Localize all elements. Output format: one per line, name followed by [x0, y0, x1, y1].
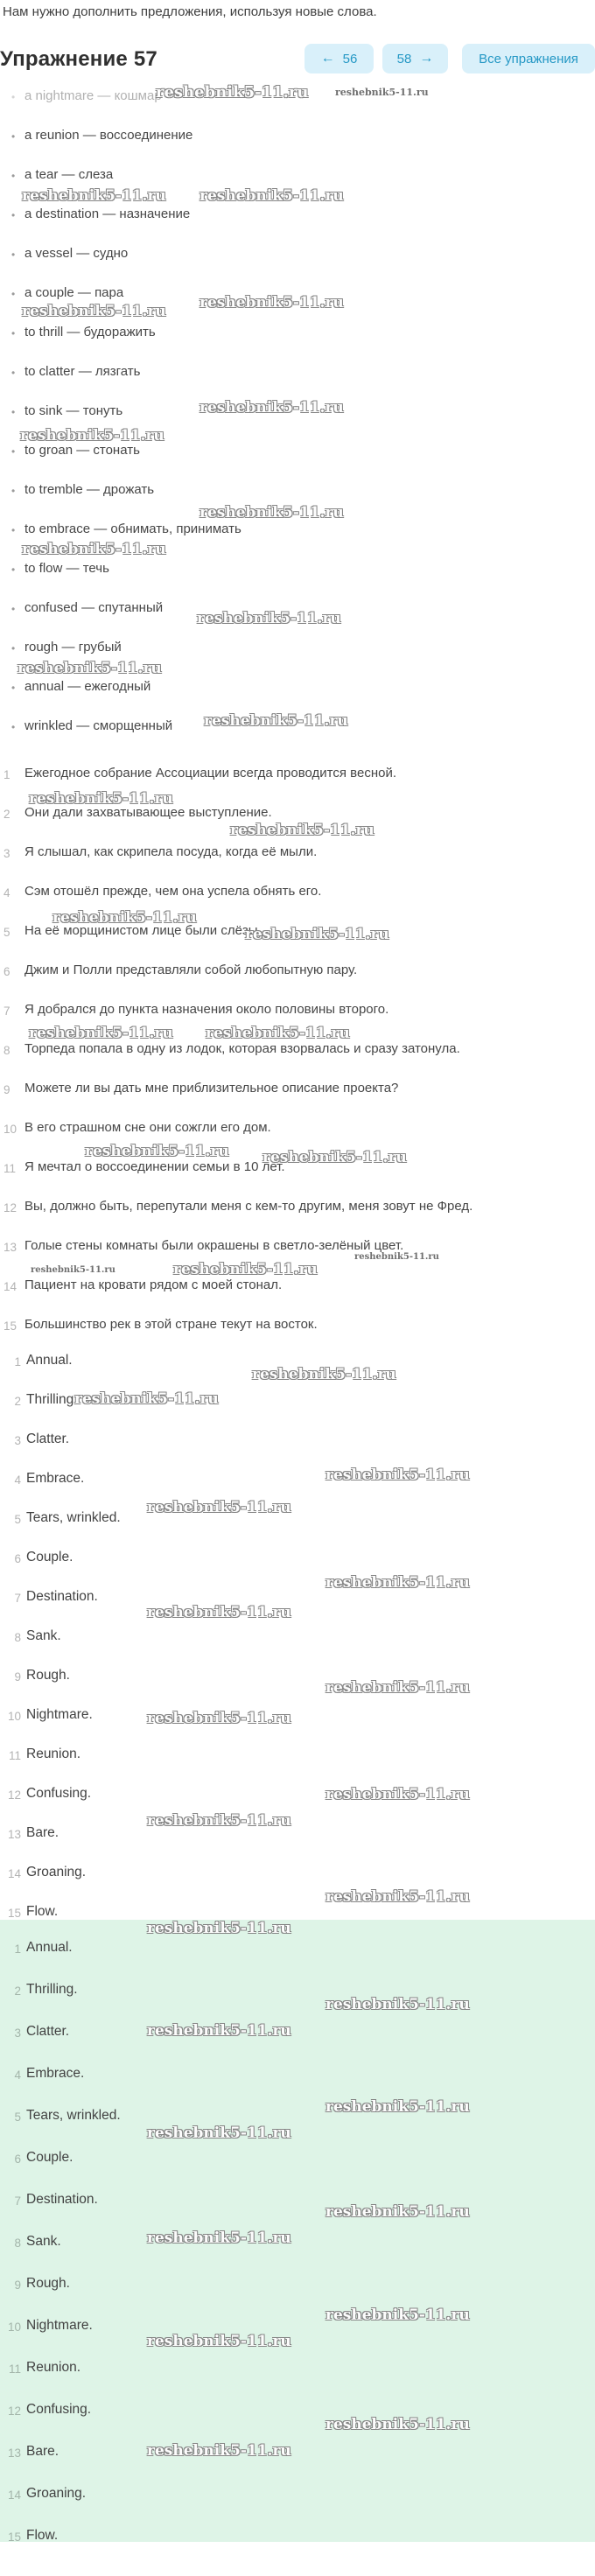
- answer-item: [0, 2275, 595, 2317]
- answer-item: [0, 1706, 595, 1746]
- all-exercises-button[interactable]: Все упражнения: [462, 44, 595, 74]
- sentence-number: 7: [4, 1004, 10, 1018]
- watermark: reshebnik5-11.ru: [354, 1252, 439, 1262]
- vocab-item-text: [24, 482, 154, 497]
- vocab-item: [0, 560, 595, 599]
- watermark: reshebnik5-11.ru: [147, 1604, 291, 1621]
- answer-number: 10: [7, 1710, 21, 1723]
- answer-item: [0, 1667, 595, 1706]
- sentence-text: Я слышал, как скрипела посуда, когда её мыли.: [24, 844, 318, 859]
- vocab-item-text: [24, 206, 190, 221]
- vocab-item-text: [24, 718, 172, 733]
- sentence-text: Вы, должно быть, перепутали меня с кем-то другим, меня зовут не Фред.: [24, 1199, 473, 1214]
- vocab-ru: течь: [82, 561, 109, 576]
- sentence-number: 10: [4, 1123, 18, 1136]
- answer-number: 14: [7, 2488, 21, 2502]
- bullet-icon: •: [11, 524, 16, 536]
- sentence-text: Я добрался до пункта назначения около половины второго.: [24, 1002, 389, 1017]
- vocab-item: [0, 363, 595, 402]
- watermark: reshebnik5-11.ru: [147, 2442, 291, 2460]
- sentence-number: 5: [4, 926, 10, 939]
- vocab-ru: судно: [93, 246, 129, 261]
- watermark: reshebnik5-11.ru: [197, 610, 341, 627]
- vocab-dash: —: [76, 443, 90, 458]
- page-title: Упражнение 57: [0, 47, 158, 71]
- sentence-number: 11: [4, 1162, 17, 1175]
- answer-number: 12: [7, 2404, 21, 2418]
- vocab-dash: —: [102, 206, 116, 221]
- sentence-number: 3: [4, 847, 10, 860]
- vocab-ru: обнимать, принимать: [110, 522, 242, 536]
- bullet-icon: •: [11, 564, 16, 576]
- prev-exercise-label: 56: [342, 51, 358, 66]
- vocabulary-list: [0, 88, 595, 757]
- vocab-item-text: [24, 325, 156, 340]
- answer-text: Embrace.: [26, 2066, 85, 2081]
- answer-text: Clatter.: [26, 2024, 70, 2039]
- answer-number: 3: [14, 1434, 21, 1447]
- vocab-item-text: [24, 600, 163, 615]
- answer-text: Groaning.: [26, 2486, 87, 2501]
- vocab-item: [0, 284, 595, 324]
- vocab-dash: —: [81, 600, 95, 615]
- vocab-en: a destination: [24, 206, 100, 221]
- answer-item: [0, 2149, 595, 2191]
- answer-text: Bare.: [26, 1825, 60, 1840]
- sentence-item: [0, 1158, 595, 1198]
- sentence-text: Пациент на кровати рядом с моей стонал.: [24, 1278, 283, 1292]
- task-description: Нам нужно дополнить предложения, используя новые слова.: [3, 4, 377, 19]
- vocab-item-text: [24, 561, 109, 576]
- vocab-dash: —: [94, 522, 108, 536]
- vocab-en: to embrace: [24, 522, 91, 536]
- answer-number: 2: [14, 1984, 21, 1998]
- watermark: reshebnik5-11.ru: [147, 2230, 291, 2247]
- sentence-number: 2: [4, 808, 10, 821]
- sentence-item: [0, 1316, 595, 1355]
- vocab-dash: —: [76, 246, 90, 261]
- answer-item: [0, 1588, 595, 1628]
- watermark: reshebnik5-11.ru: [206, 1025, 350, 1042]
- watermark: reshebnik5-11.ru: [22, 187, 166, 205]
- answer-text: Clatter.: [26, 1432, 70, 1446]
- vocab-item: [0, 599, 595, 639]
- sentence-number: 1: [4, 768, 10, 781]
- answer-item: [0, 2065, 595, 2107]
- vocab-item: [0, 639, 595, 678]
- answer-text: Nightmare.: [26, 2318, 93, 2333]
- answer-text: Couple.: [26, 2150, 74, 2165]
- bullet-icon: •: [11, 288, 16, 300]
- watermark: reshebnik5-11.ru: [326, 1466, 470, 1484]
- answer-number: 10: [7, 2320, 21, 2334]
- vocab-ru: сморщенный: [93, 718, 173, 733]
- vocab-en: a nightmare: [24, 88, 94, 103]
- watermark: reshebnik5-11.ru: [245, 926, 389, 943]
- answer-number: 15: [7, 2530, 21, 2542]
- answer-number: 5: [14, 2110, 21, 2124]
- answer-text: Sank.: [26, 2234, 61, 2249]
- vocab-dash: —: [61, 167, 75, 182]
- vocab-item: [0, 206, 595, 245]
- answer-text: Flow.: [26, 1904, 59, 1919]
- watermark: reshebnik5-11.ru: [18, 660, 162, 677]
- vocab-ru: спутанный: [98, 600, 164, 615]
- vocab-item: [0, 399, 595, 442]
- vocab-item-text: [24, 443, 140, 458]
- sentence-number: 15: [4, 1320, 18, 1333]
- vocab-ru: стонать: [93, 443, 140, 458]
- sentence-text: Можете ли вы дать мне приблизительное описание проекта?: [24, 1081, 399, 1096]
- sentence-number: 13: [4, 1241, 18, 1254]
- bullet-icon: •: [11, 170, 16, 182]
- answer-item: [0, 2317, 595, 2359]
- answer-text: Confusing.: [26, 2402, 92, 2417]
- answer-item: [0, 2230, 595, 2275]
- sentence-item: [0, 1080, 595, 1119]
- vocab-en: a reunion: [24, 128, 80, 143]
- answer-number: 13: [7, 2446, 21, 2460]
- answer-text: Rough.: [26, 2276, 70, 2291]
- answers-list: [0, 1352, 595, 1942]
- vocab-ru: назначение: [119, 206, 191, 221]
- sentence-text: Большинство рек в этой стране текут на восток.: [24, 1317, 318, 1332]
- vocab-dash: —: [66, 403, 80, 418]
- sentence-text: Я мечтал о воссоединении семьи в 10 лет.: [24, 1159, 285, 1174]
- arrow-right-icon: →: [419, 51, 434, 66]
- bullet-icon: •: [11, 91, 16, 103]
- answer-text: Destination.: [26, 1589, 98, 1604]
- vocab-en: to thrill: [24, 325, 64, 340]
- answer-text: Tears, wrinkled.: [26, 1510, 121, 1525]
- answers-list-highlighted: [0, 1920, 595, 2542]
- watermark: reshebnik5-11.ru: [326, 2203, 470, 2221]
- watermark: reshebnik5-11.ru: [74, 1390, 219, 1408]
- answer-text: Thrilling.: [26, 1392, 78, 1407]
- answer-text: Annual.: [26, 1940, 73, 1955]
- vocab-dash: —: [86, 482, 100, 497]
- prev-exercise-button[interactable]: [304, 44, 374, 74]
- vocab-ru: тонуть: [82, 403, 123, 418]
- answer-text: Embrace.: [26, 1471, 85, 1486]
- watermark: reshebnik5-11.ru: [230, 822, 374, 839]
- watermark: reshebnik5-11.ru: [173, 1261, 318, 1278]
- watermark: reshebnik5-11.ru: [335, 87, 429, 98]
- vocab-item-text: [24, 640, 122, 654]
- vocab-item-text: [24, 285, 123, 300]
- watermark: reshebnik5-11.ru: [147, 2124, 291, 2142]
- bullet-icon: •: [11, 445, 16, 458]
- vocab-item-text: [24, 167, 113, 182]
- sentence-text: На её морщинистом лице были слёзы.: [24, 923, 262, 938]
- vocab-item: [0, 127, 595, 166]
- arrow-left-icon: ←: [320, 51, 335, 66]
- watermark: reshebnik5-11.ru: [156, 83, 309, 102]
- answer-text: Couple.: [26, 1550, 74, 1564]
- answer-text: Thrilling.: [26, 1982, 78, 1997]
- watermark: reshebnik5-11.ru: [326, 1679, 470, 1697]
- answer-text: Reunion.: [26, 2360, 81, 2375]
- watermark: reshebnik5-11.ru: [147, 2022, 291, 2040]
- answer-item: [0, 1509, 595, 1549]
- answer-item: [0, 1746, 595, 1785]
- answer-number: 8: [14, 2236, 21, 2250]
- vocab-dash: —: [97, 88, 111, 103]
- answer-text: Bare.: [26, 2444, 60, 2459]
- sentence-item: [0, 962, 595, 1001]
- answer-item: [0, 1431, 595, 1470]
- vocab-item-text: [24, 522, 242, 536]
- answer-item: [0, 1981, 595, 2023]
- answer-number: 9: [14, 2278, 21, 2292]
- vocab-item-text: [24, 88, 162, 103]
- vocab-item-text: [24, 128, 192, 143]
- vocab-ru: ежегодный: [84, 679, 151, 694]
- watermark: reshebnik5-11.ru: [20, 427, 164, 444]
- bullet-icon: •: [11, 406, 16, 418]
- answer-item: [0, 2107, 595, 2149]
- vocab-dash: —: [77, 285, 91, 300]
- watermark: reshebnik5-11.ru: [22, 541, 166, 558]
- watermark: reshebnik5-11.ru: [326, 1996, 470, 2013]
- vocab-en: to flow: [24, 561, 63, 576]
- answer-item: [0, 1628, 595, 1667]
- watermark: reshebnik5-11.ru: [85, 1143, 229, 1160]
- answer-number: 13: [7, 1828, 21, 1841]
- next-exercise-button[interactable]: [382, 44, 448, 74]
- watermark: reshebnik5-11.ru: [326, 2306, 470, 2324]
- watermark: reshebnik5-11.ru: [252, 1366, 396, 1383]
- sentence-text: Сэм отошёл прежде, чем она успела обнять его.: [24, 884, 322, 899]
- answer-number: 14: [7, 1867, 21, 1880]
- vocab-en: a vessel: [24, 246, 74, 261]
- vocab-en: a couple: [24, 285, 74, 300]
- watermark: reshebnik5-11.ru: [326, 2416, 470, 2433]
- answer-number: 6: [14, 1552, 21, 1565]
- vocab-ru: кошмар: [114, 88, 162, 103]
- answer-number: 3: [14, 2026, 21, 2040]
- answer-item: [0, 2023, 595, 2065]
- sentence-text: Торпеда попала в одну из лодок, которая взорвалась и сразу затонула.: [24, 1041, 460, 1056]
- answer-text: Groaning.: [26, 1865, 87, 1880]
- watermark: reshebnik5-11.ru: [262, 1149, 407, 1166]
- answer-number: 15: [7, 1907, 21, 1920]
- answer-text: Reunion.: [26, 1746, 81, 1761]
- sentence-item: [0, 1237, 595, 1277]
- vocab-en: rough: [24, 640, 59, 654]
- watermark: reshebnik5-11.ru: [147, 1812, 291, 1830]
- answer-number: 7: [14, 2194, 21, 2208]
- answer-item: [0, 2485, 595, 2527]
- answer-number: 11: [8, 2362, 21, 2376]
- answer-item: [0, 2401, 595, 2443]
- bullet-icon: •: [11, 248, 16, 261]
- vocab-ru: дрожать: [103, 482, 155, 497]
- watermark: reshebnik5-11.ru: [200, 187, 344, 205]
- answer-number: 7: [14, 1592, 21, 1605]
- sentence-text: Ежегодное собрание Ассоциации всегда проводится весной.: [24, 766, 396, 780]
- watermark: reshebnik5-11.ru: [29, 1025, 173, 1042]
- bullet-icon: •: [11, 682, 16, 694]
- sentence-number: 6: [4, 965, 10, 978]
- answer-item: [0, 1785, 595, 1824]
- watermark: reshebnik5-11.ru: [52, 909, 197, 927]
- watermark: reshebnik5-11.ru: [326, 1888, 470, 1906]
- vocab-dash: —: [66, 325, 80, 340]
- vocab-item: [0, 88, 595, 127]
- vocab-dash: —: [82, 128, 96, 143]
- bullet-icon: •: [11, 130, 16, 143]
- bullet-icon: •: [11, 603, 16, 615]
- watermark: reshebnik5-11.ru: [326, 2098, 470, 2116]
- watermark: reshebnik5-11.ru: [22, 303, 166, 320]
- watermark: reshebnik5-11.ru: [147, 1920, 291, 1937]
- answer-item: [0, 1549, 595, 1588]
- vocab-item: [0, 718, 595, 757]
- sentence-text: В его страшном сне они сожгли его дом.: [24, 1120, 271, 1135]
- answer-number: 9: [14, 1670, 21, 1684]
- watermark: reshebnik5-11.ru: [200, 504, 344, 522]
- vocab-ru: грубый: [78, 640, 122, 654]
- answer-item: [0, 2443, 595, 2485]
- bullet-icon: •: [11, 367, 16, 379]
- answer-item: [0, 1466, 595, 1509]
- sentence-number: 9: [4, 1083, 10, 1096]
- answer-text: Sank.: [26, 1628, 61, 1643]
- vocab-en: confused: [24, 600, 78, 615]
- vocab-en: to groan: [24, 443, 74, 458]
- vocab-dash: —: [61, 640, 75, 654]
- sentence-number: 4: [4, 886, 10, 900]
- vocab-ru: пара: [94, 285, 124, 300]
- answer-text: Rough.: [26, 1668, 70, 1683]
- sentence-item: [0, 1040, 595, 1080]
- vocab-item: [0, 324, 595, 363]
- sentence-item: [0, 922, 595, 962]
- watermark: reshebnik5-11.ru: [147, 2333, 291, 2350]
- sentence-text: Они дали захватывающее выступление.: [24, 805, 272, 820]
- answer-item: [0, 1391, 595, 1431]
- answer-item: [0, 1824, 595, 1864]
- vocab-en: to sink: [24, 403, 63, 418]
- answer-number: 11: [8, 1749, 21, 1762]
- sentence-item: [0, 883, 595, 922]
- vocab-item: [0, 245, 595, 284]
- vocab-ru: лязгать: [94, 364, 141, 379]
- vocab-item-text: [24, 679, 150, 694]
- watermark: reshebnik5-11.ru: [29, 790, 173, 808]
- watermark: reshebnik5-11.ru: [326, 1786, 470, 1803]
- bullet-icon: •: [11, 485, 16, 497]
- answer-text: Tears, wrinkled.: [26, 2108, 121, 2123]
- sentence-item: [0, 765, 595, 804]
- vocab-item-text: [24, 246, 128, 261]
- sentence-item: [0, 1198, 595, 1237]
- vocab-ru: слеза: [78, 167, 114, 182]
- sentence-item: [0, 804, 595, 844]
- sentence-number: 8: [4, 1044, 10, 1057]
- vocab-item-text: [24, 364, 140, 379]
- answer-number: 1: [14, 1355, 21, 1368]
- vocab-ru: воссоединение: [99, 128, 193, 143]
- watermark: reshebnik5-11.ru: [147, 1499, 291, 1516]
- answer-number: 1: [14, 1942, 21, 1956]
- vocab-dash: —: [76, 718, 90, 733]
- vocab-item: [0, 442, 595, 481]
- sentence-number: 14: [4, 1280, 18, 1293]
- bullet-icon: •: [11, 642, 16, 654]
- answer-text: Confusing.: [26, 1786, 92, 1801]
- watermark: reshebnik5-11.ru: [326, 1574, 470, 1592]
- bullet-icon: •: [11, 721, 16, 733]
- sentence-list: [0, 765, 595, 1355]
- answer-text: Annual.: [26, 1353, 73, 1368]
- answer-item: [0, 1864, 595, 1906]
- answer-item: [0, 1939, 595, 1981]
- sentence-item: [0, 844, 595, 883]
- answer-text: Destination.: [26, 2192, 98, 2207]
- vocab-dash: —: [66, 561, 80, 576]
- vocab-ru: будоражить: [83, 325, 156, 340]
- sentence-item: [0, 1277, 595, 1316]
- vocab-en: a tear: [24, 167, 59, 182]
- answer-item: [0, 1352, 595, 1391]
- vocab-item: [0, 481, 595, 521]
- answer-number: 5: [14, 1513, 21, 1526]
- next-exercise-label: 58: [396, 51, 412, 66]
- answer-item: [0, 2527, 595, 2542]
- vocab-en: annual: [24, 679, 65, 694]
- vocab-en: to tremble: [24, 482, 83, 497]
- answer-item: [0, 2359, 595, 2401]
- vocab-dash: —: [67, 679, 81, 694]
- sentence-item: [0, 1001, 595, 1040]
- vocab-en: wrinkled: [24, 718, 74, 733]
- sentence-item: [0, 1119, 595, 1158]
- vocab-item: [0, 678, 595, 718]
- vocab-en: to clatter: [24, 364, 75, 379]
- answer-text: Flow.: [26, 2528, 59, 2542]
- watermark: reshebnik5-11.ru: [200, 294, 344, 312]
- sentence-number: 12: [4, 1201, 18, 1214]
- answer-number: 12: [7, 1788, 21, 1802]
- watermark: reshebnik5-11.ru: [147, 1710, 291, 1727]
- answer-number: 2: [14, 1395, 21, 1408]
- vocab-item: [0, 521, 595, 560]
- answer-number: 8: [14, 1631, 21, 1644]
- answer-number: 6: [14, 2152, 21, 2166]
- vocab-item-text: [24, 403, 122, 418]
- watermark: reshebnik5-11.ru: [204, 712, 348, 730]
- sentence-text: Голые стены комнаты были окрашены в светло-зелёный цвет.: [24, 1238, 404, 1253]
- bullet-icon: •: [11, 209, 16, 221]
- bullet-icon: •: [11, 327, 16, 340]
- answer-number: 4: [14, 2068, 21, 2082]
- watermark: reshebnik5-11.ru: [31, 1265, 116, 1275]
- sentence-text: Джим и Полли представляли собой любопытную пару.: [24, 962, 358, 977]
- vocab-dash: —: [78, 364, 92, 379]
- answer-text: Nightmare.: [26, 1707, 93, 1722]
- answer-number: 4: [14, 1474, 21, 1487]
- answer-item: [0, 2191, 595, 2233]
- vocab-item: [0, 166, 595, 206]
- watermark: reshebnik5-11.ru: [200, 399, 344, 416]
